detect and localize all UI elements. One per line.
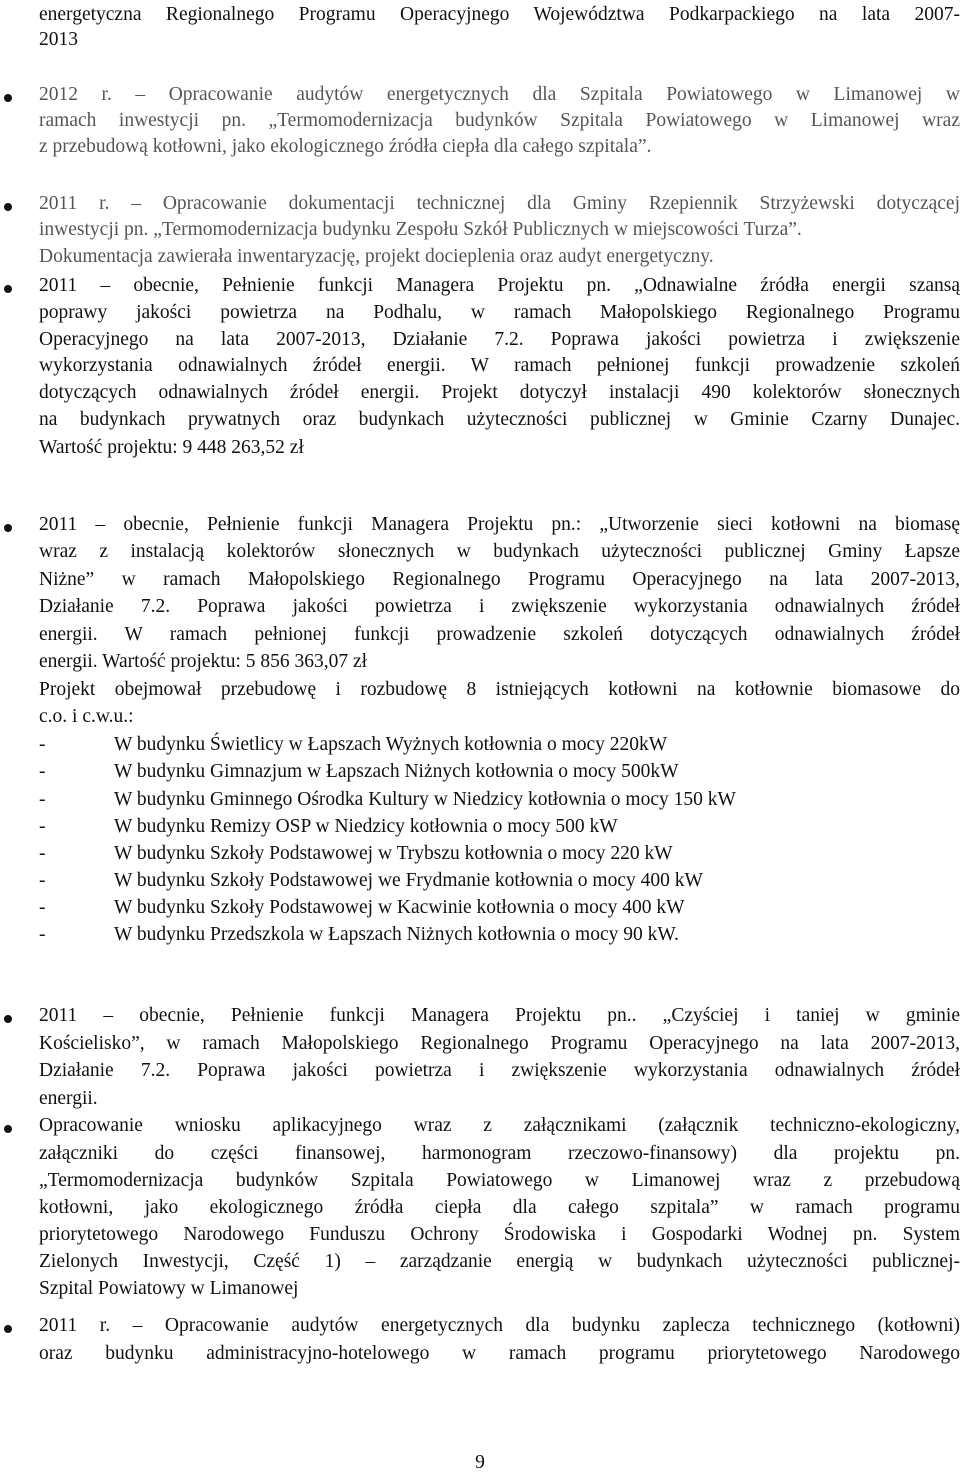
text-line: „Termomodernizacja budynków Szpitala Powiatowego w Limanowej wraz z przebudową <box>39 1170 960 1191</box>
text-line: 2013 <box>39 29 78 50</box>
text-line: załączniki do części finansowej, harmonogram rzeczowo-finansowy) dla projektu pn. <box>39 1143 960 1164</box>
text-line: Operacyjnego na lata 2007-2013, Działanie 7.2. Poprawa jakości powietrza i zwiększenie <box>39 329 960 350</box>
bullet-icon <box>4 94 12 102</box>
sublist-item: W budynku Remizy OSP w Niedzicy kotłownia o mocy 500 kW <box>114 816 618 837</box>
text-line: c.o. i c.w.u.: <box>39 706 134 727</box>
text-line: wraz z instalacją kolektorów słonecznych w budynkach użyteczności publicznej Gminy Łapsze <box>39 541 960 562</box>
bullet-icon <box>4 524 12 532</box>
text-line: Działanie 7.2. Poprawa jakości powietrza i zwiększenie wykorzystania odnawialnych źródeł <box>39 1060 960 1081</box>
dash-marker: - <box>39 843 46 864</box>
text-line: energii. Wartość projektu: 5 856 363,07 zł <box>39 651 368 672</box>
text-line: dotyczących odnawialnych źródeł energii. Projekt dotyczył instalacji 490 kolektorów słonecznych <box>39 382 960 403</box>
text-line: energii. <box>39 1088 98 1109</box>
dash-marker: - <box>39 924 46 945</box>
sublist-item: W budynku Gminnego Ośrodka Kultury w Niedzicy kotłownia o mocy 150 kW <box>114 789 736 810</box>
text-line: z przebudową kotłowni, jako ekologicznego źródła ciepła dla całego szpitala”. <box>39 136 652 157</box>
text-line: Wartość projektu: 9 448 263,52 zł <box>39 437 304 458</box>
text-line: 2011 – obecnie, Pełnienie funkcji Managera Projektu pn.: „Utworzenie sieci kotłowni na biomasę <box>39 514 960 535</box>
text-line: 2011 – obecnie, Pełnienie funkcji Managera Projektu pn. „Odnawialne źródła energii szansą <box>39 275 960 296</box>
text-line: Szpital Powiatowy w Limanowej <box>39 1278 299 1299</box>
text-line: ramach inwestycji pn. „Termomodernizacja budynków Szpitala Powiatowego w Limanowej wraz <box>39 110 960 131</box>
sublist-item: W budynku Gimnazjum w Łapszach Niżnych kotłownia o mocy 500kW <box>114 761 679 782</box>
text-line: inwestycji pn. „Termomodernizacja budynku Zespołu Szkół Publicznych w miejscowości Turza”. <box>39 219 802 240</box>
sublist-item: W budynku Świetlicy w Łapszach Wyżnych kotłownia o mocy 220kW <box>114 734 668 755</box>
text-line: Zielonych Inwestycji, Część 1) – zarządzanie energią w budynkach użyteczności publicznej- <box>39 1251 960 1272</box>
dash-marker: - <box>39 761 46 782</box>
page-number: 9 <box>475 1452 485 1473</box>
dash-marker: - <box>39 816 46 837</box>
bullet-icon <box>4 203 12 211</box>
text-line: wykorzystania odnawialnych źródeł energii. W ramach pełnionej funkcji prowadzenie szkoleń <box>39 355 960 376</box>
text-line: 2011 r. – Opracowanie dokumentacji technicznej dla Gminy Rzepiennik Strzyżewski dotyczącej <box>39 193 960 214</box>
bullet-icon <box>4 1015 12 1023</box>
sublist-item: W budynku Szkoły Podstawowej w Kacwinie kotłownia o mocy 400 kW <box>114 897 685 918</box>
text-line: na budynkach prywatnych oraz budynkach użyteczności publicznej w Gminie Czarny Dunajec. <box>39 409 960 430</box>
sublist-item: W budynku Szkoły Podstawowej w Trybszu kotłownia o mocy 220 kW <box>114 843 673 864</box>
text-line: Projekt obejmował przebudowę i rozbudowę 8 istniejących kotłowni na kotłownie biomasowe do <box>39 679 960 700</box>
bullet-icon <box>4 1325 12 1333</box>
sublist-item: W budynku Przedszkola w Łapszach Niżnych kotłownia o mocy 90 kW. <box>114 924 679 945</box>
text-line: kotłowni, jako ekologicznego źródła ciepła dla całego szpitala” w ramach programu <box>39 1197 960 1218</box>
text-line: poprawy jakości powietrza na Podhalu, w ramach Małopolskiego Regionalnego Programu <box>39 302 960 323</box>
bullet-icon <box>4 1125 12 1133</box>
text-line: priorytetowego Narodowego Funduszu Ochrony Środowiska i Gospodarki Wodnej pn. System <box>39 1224 960 1245</box>
dash-marker: - <box>39 734 46 755</box>
sublist-item: W budynku Szkoły Podstawowej we Frydmanie kotłownia o mocy 400 kW <box>114 870 703 891</box>
dash-marker: - <box>39 789 46 810</box>
text-line: Opracowanie wniosku aplikacyjnego wraz z załącznikami (załącznik techniczno-ekologiczny, <box>39 1115 960 1136</box>
dash-marker: - <box>39 870 46 891</box>
text-line: energii. W ramach pełnionej funkcji prowadzenie szkoleń dotyczących odnawialnych źródeł <box>39 624 960 645</box>
text-line: Kościelisko”, w ramach Małopolskiego Regionalnego Programu Operacyjnego na lata 2007-2013, <box>39 1033 960 1054</box>
text-line: 2012 r. – Opracowanie audytów energetycznych dla Szpitala Powiatowego w Limanowej w <box>39 84 960 105</box>
text-line: oraz budynku administracyjno-hotelowego w ramach programu priorytetowego Narodowego <box>39 1343 960 1364</box>
text-line: Dokumentacja zawierała inwentaryzację, projekt docieplenia oraz audyt energetyczny. <box>39 246 714 267</box>
dash-marker: - <box>39 897 46 918</box>
bullet-icon <box>4 285 12 293</box>
text-line: energetyczna Regionalnego Programu Operacyjnego Województwa Podkarpackiego na lata 2007- <box>39 4 960 25</box>
text-line: 2011 r. – Opracowanie audytów energetycznych dla budynku zaplecza technicznego (kotłowni) <box>39 1315 960 1336</box>
text-line: Działanie 7.2. Poprawa jakości powietrza i zwiększenie wykorzystania odnawialnych źródeł <box>39 596 960 617</box>
text-line: Niżne” w ramach Małopolskiego Regionalnego Programu Operacyjnego na lata 2007-2013, <box>39 569 960 590</box>
text-line: 2011 – obecnie, Pełnienie funkcji Managera Projektu pn.. „Czyściej i taniej w gminie <box>39 1005 960 1026</box>
